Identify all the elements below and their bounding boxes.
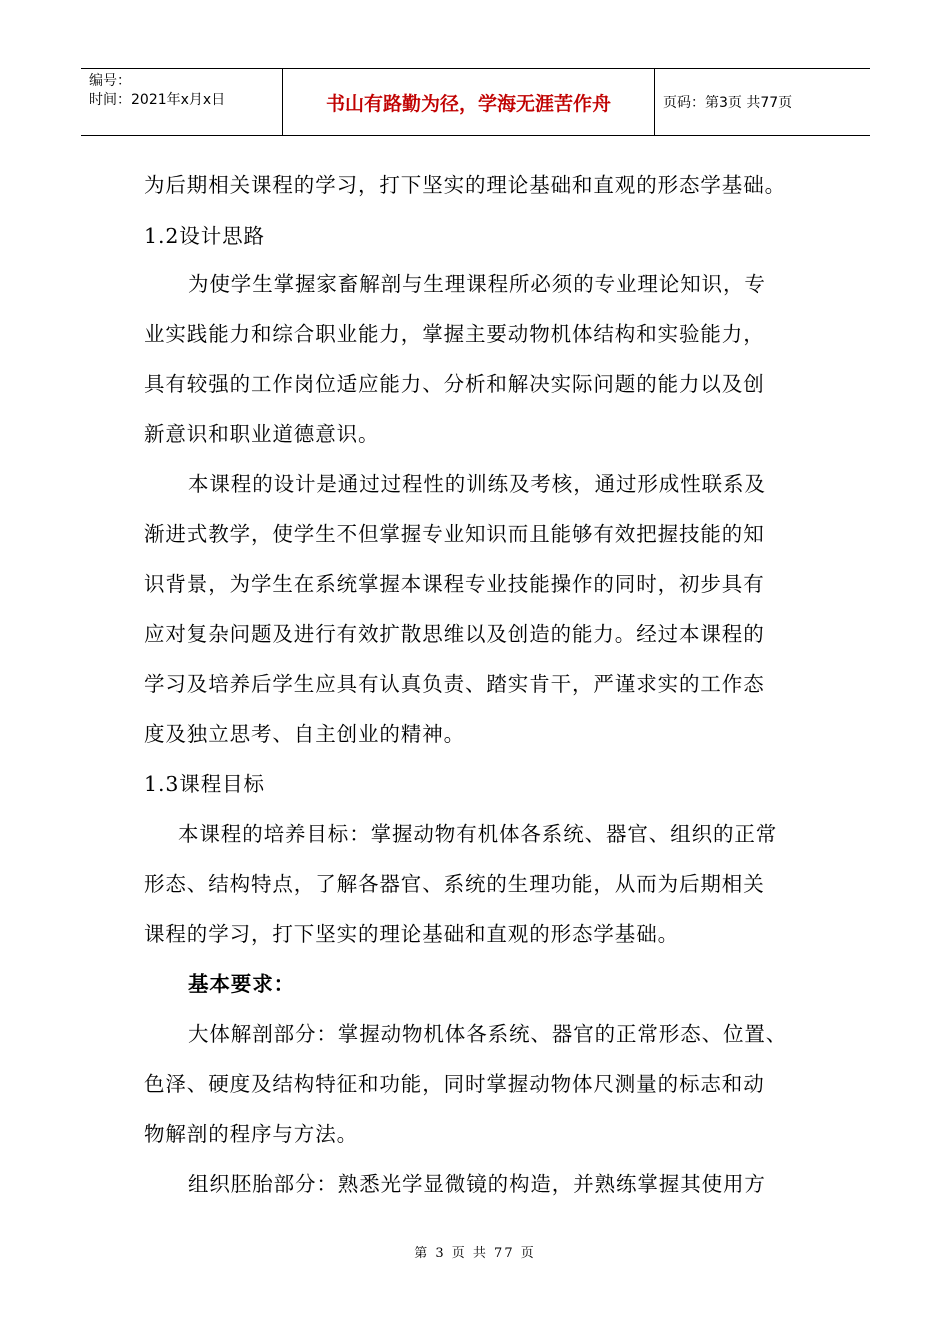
header-page-code: 页码：第3页 共77页 xyxy=(663,95,793,111)
header-motto-cell xyxy=(283,69,655,135)
basic-requirements-heading: 基本要求： xyxy=(188,972,295,996)
section-heading-1-3: 1.3课程目标 xyxy=(144,772,265,796)
body-line: 本课程的培养目标：掌握动物有机体各系统、器官、组织的正常 xyxy=(178,822,778,846)
body-line: 课程的学习，打下坚实的理论基础和直观的形态学基础。 xyxy=(144,922,679,946)
body-line: 业实践能力和综合职业能力，掌握主要动物机体结构和实验能力， xyxy=(144,322,765,346)
body-line: 为使学生掌握家畜解剖与生理课程所必须的专业理论知识，专 xyxy=(188,272,766,296)
header-page-cell xyxy=(655,69,870,135)
body-line: 组织胚胎部分：熟悉光学显微镜的构造，并熟练掌握其使用方 xyxy=(188,1172,766,1196)
body-line: 度及独立思考、自主创业的精神。 xyxy=(144,722,465,746)
body-line: 为后期相关课程的学习，打下坚实的理论基础和直观的形态学基础。 xyxy=(144,173,786,197)
body-line: 物解剖的程序与方法。 xyxy=(144,1122,358,1146)
document-date: 时间：2021年x月x日 xyxy=(89,92,226,108)
section-heading-1-2: 1.2设计思路 xyxy=(144,224,265,248)
body-line: 具有较强的工作岗位适应能力、分析和解决实际问题的能力以及创 xyxy=(144,372,765,396)
body-line: 本课程的设计是通过过程性的训练及考核，通过形成性联系及 xyxy=(188,472,766,496)
body-line: 识背景，为学生在系统掌握本课程专业技能操作的同时，初步具有 xyxy=(144,572,765,596)
document-header xyxy=(81,68,870,136)
header-meta-cell xyxy=(81,69,283,135)
body-line: 应对复杂问题及进行有效扩散思维以及创造的能力。经过本课程的 xyxy=(144,622,765,646)
page-footer: 第 3 页 共 77 页 xyxy=(414,1246,536,1261)
body-line: 形态、结构特点，了解各器官、系统的生理功能，从而为后期相关 xyxy=(144,872,765,896)
document-number-label: 编号： xyxy=(89,73,131,89)
body-line: 新意识和职业道德意识。 xyxy=(144,422,380,446)
header-motto: 书山有路勤为径，学海无涯苦作舟 xyxy=(325,93,611,115)
body-line: 色泽、硬度及结构特征和功能，同时掌握动物体尺测量的标志和动 xyxy=(144,1072,765,1096)
body-line: 大体解剖部分：掌握动物机体各系统、器官的正常形态、位置、 xyxy=(188,1022,788,1046)
body-line: 渐进式教学，使学生不但掌握专业知识而且能够有效把握技能的知 xyxy=(144,522,765,546)
body-line: 学习及培养后学生应具有认真负责、踏实肯干，严谨求实的工作态 xyxy=(144,672,765,696)
